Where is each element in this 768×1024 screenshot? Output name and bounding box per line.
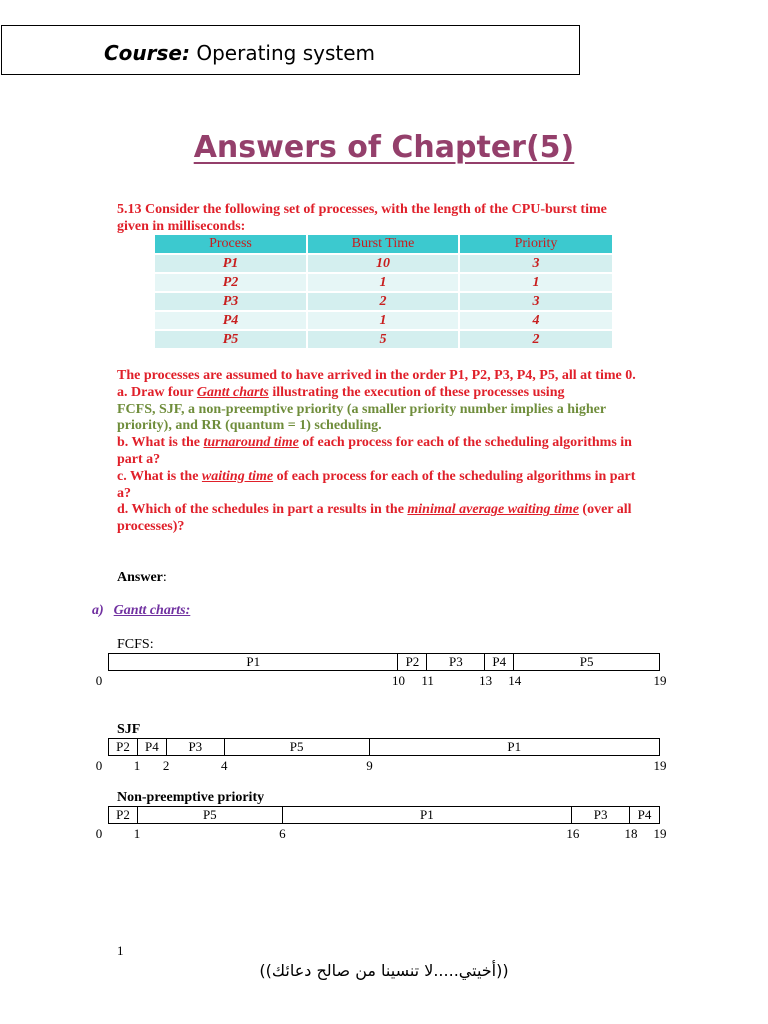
gantt-tick: 0 <box>95 673 103 688</box>
table-cell: P4 <box>155 310 308 329</box>
gantt-segment: P1 <box>283 807 572 823</box>
gantt-segment: P1 <box>507 739 522 754</box>
page-number: 1 <box>117 943 124 958</box>
gantt-segment: P2 <box>109 739 138 755</box>
gantt-section-label: Gantt charts: <box>113 603 191 618</box>
gantt-segment: P4 <box>138 739 167 755</box>
table-row <box>155 291 614 310</box>
gantt-bar <box>108 806 660 824</box>
gantt-segment: P2 <box>109 807 138 823</box>
gantt-segment: P5 <box>138 807 283 823</box>
table-cell: P3 <box>155 291 308 310</box>
course-header <box>104 41 375 65</box>
table-row <box>155 310 614 329</box>
table-cell: 4 <box>460 310 614 329</box>
table-cell: 2 <box>308 291 460 310</box>
gantt-tick: 18 <box>624 826 638 841</box>
table-cell: 1 <box>460 272 614 291</box>
gantt-tick: 19 <box>653 826 667 841</box>
gantt-label: SJF <box>117 722 141 737</box>
part-b: b. What is the turnaround time of each process for each of the scheduling algorithms in part a? <box>117 435 632 467</box>
minimal-waiting-term: minimal average waiting time <box>407 502 579 518</box>
gantt-tick: 1 <box>133 758 141 773</box>
section-marker: a) <box>92 603 104 618</box>
process-table <box>155 235 614 348</box>
course-name: Operating system <box>190 41 376 65</box>
table-cell: 1 <box>308 310 460 329</box>
question-body <box>117 368 647 536</box>
gantt-segment: P4 <box>637 807 652 822</box>
part-c: c. What is the waiting time of each process for each of the scheduling algorithms in part a? <box>117 468 636 501</box>
gantt-segment: P3 <box>427 654 485 670</box>
table-header-process: Process <box>155 235 308 253</box>
course-label: Course: <box>104 41 190 65</box>
gantt-segment: P1 <box>109 654 398 670</box>
table-cell: 2 <box>460 329 614 348</box>
gantt-bar <box>108 738 660 756</box>
question-intro: 5.13 Consider the following set of processes, with the length of the CPU-burst time given in milliseconds: <box>117 202 607 234</box>
table-row <box>155 329 614 348</box>
turnaround-time-term: turnaround time <box>203 435 299 451</box>
gantt-tick: 4 <box>220 758 228 773</box>
gantt-tick: 6 <box>279 826 286 841</box>
gantt-tick: 13 <box>479 673 493 688</box>
gantt-segment: P2 <box>398 654 427 670</box>
table-cell: 3 <box>460 253 614 272</box>
gantt-tick: 10 <box>392 673 406 688</box>
table-cell: 1 <box>308 272 460 291</box>
gantt-label: Non-preemptive priority <box>117 790 265 805</box>
gantt-section-heading <box>92 603 190 619</box>
table-row <box>155 253 614 272</box>
waiting-time-term: waiting time <box>201 468 274 484</box>
gantt-tick: 2 <box>162 758 170 773</box>
table-cell: 3 <box>460 291 614 310</box>
table-cell: P1 <box>155 253 308 272</box>
arrival-text: The processes are assumed to have arrived in the order P1, P2, P3, P4, P5, all at time 0. <box>117 368 636 383</box>
gantt-charts-term: Gantt charts <box>196 384 269 400</box>
gantt-segment: P3 <box>572 807 630 823</box>
gantt-segment: P4 <box>485 654 514 670</box>
part-a-algorithms: FCFS, SJF, a non-preemptive priority (a smaller priority number implies a higher priority), and RR (quantum = 1) scheduling. <box>117 401 606 434</box>
gantt-segment: P3 <box>167 739 225 755</box>
table-header-priority: Priority <box>460 235 614 253</box>
page-title: Answers of Chapter(5) <box>193 130 575 165</box>
table-cell: P2 <box>155 272 308 291</box>
table-cell: 10 <box>308 253 460 272</box>
footer-note: ((أخيتي.....لا تنسينا من صالح دعائك)) <box>259 961 509 980</box>
gantt-label: FCFS: <box>117 637 154 652</box>
gantt-tick: 11 <box>421 673 434 688</box>
answer-label: Answer: <box>117 570 167 585</box>
table-cell: P5 <box>155 329 308 348</box>
gantt-tick: 19 <box>653 758 667 773</box>
table-cell: 5 <box>308 329 460 348</box>
gantt-tick: 19 <box>653 673 667 688</box>
gantt-segment: P5 <box>225 739 370 755</box>
gantt-bar <box>108 653 660 671</box>
part-d: d. Which of the schedules in part a results in the minimal average waiting time (over all processes)? <box>117 502 632 535</box>
table-row <box>155 272 614 291</box>
gantt-segment: P5 <box>579 654 594 669</box>
gantt-tick: 0 <box>95 758 103 773</box>
gantt-tick: 9 <box>366 758 373 773</box>
gantt-tick: 0 <box>95 826 103 841</box>
gantt-tick: 16 <box>566 826 580 841</box>
part-a: a. Draw four Gantt charts illustrating the execution of these processes using <box>117 384 565 400</box>
gantt-tick: 1 <box>133 826 141 841</box>
table-header-burst-time: Burst Time <box>308 235 460 253</box>
gantt-tick: 14 <box>508 673 522 688</box>
